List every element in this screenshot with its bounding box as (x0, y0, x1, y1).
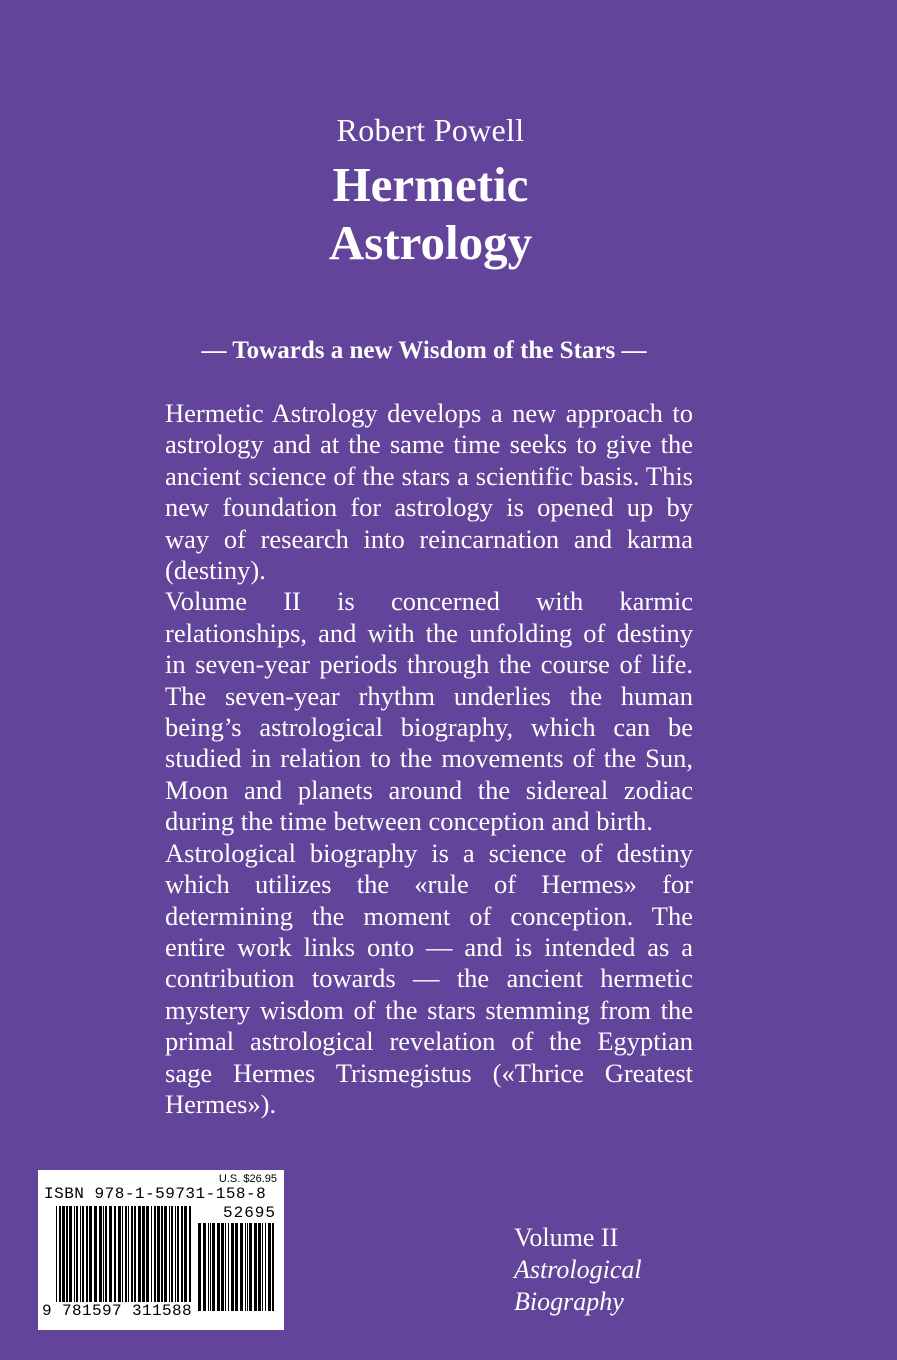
barcode-bar (198, 1223, 201, 1311)
book-subtitle: — Towards a new Wisdom of the Stars — (201, 337, 647, 364)
barcode-bar (94, 1206, 97, 1302)
barcode-bar (203, 1223, 206, 1311)
price-label: U.S. $26.95 (218, 1173, 277, 1185)
barcode-bar (181, 1206, 183, 1302)
barcode-bar (169, 1206, 170, 1302)
barcode-bar (231, 1223, 234, 1311)
barcode-bar (134, 1206, 136, 1302)
volume-subtitle-line-2: Biography (514, 1287, 624, 1316)
barcode-bar (210, 1223, 211, 1311)
barcode-bar (268, 1223, 271, 1311)
barcode-bar (175, 1206, 176, 1302)
barcode-bar (114, 1206, 116, 1302)
barcode-bar (80, 1206, 81, 1302)
barcode-bar (142, 1206, 145, 1302)
barcode-bar (118, 1206, 121, 1302)
barcode-bar (254, 1223, 257, 1311)
barcode-bar (189, 1206, 191, 1302)
blurb-paragraph: Astrological biography is a science of destiny which utilizes the «rule of Hermes» for determining the moment of conception. The entire work links onto — and is intended as a contribution towards — the ancient hermetic mystery wisdom of the stars stemming from the primal astrological revelation of the Egyptian sage Hermes Trismegistus («Thrice Greatest Hermes»). (165, 837, 693, 1119)
barcode-bar (146, 1206, 149, 1302)
barcode-bar (131, 1206, 133, 1302)
barcode-bar (99, 1206, 102, 1302)
barcode-bar (212, 1223, 215, 1311)
barcode-panel (38, 1170, 284, 1330)
barcode-bar (69, 1206, 72, 1302)
book-title (0, 156, 861, 272)
barcode-bar (157, 1206, 160, 1302)
ean-digits: 9 781597 311588 (42, 1302, 193, 1320)
title-line-1: Hermetic (332, 157, 529, 212)
barcode-bar (89, 1206, 92, 1302)
barcode-bar (245, 1223, 246, 1311)
barcode-bar (59, 1206, 61, 1302)
barcode-bar (125, 1206, 127, 1302)
barcode-bar (103, 1206, 104, 1302)
barcode-bar (109, 1206, 112, 1302)
barcode-bar (161, 1206, 163, 1302)
barcode-bar (154, 1206, 156, 1302)
addon-code: 52695 (222, 1204, 276, 1222)
barcode-bar (249, 1223, 252, 1311)
barcode-bar (225, 1223, 226, 1311)
ean-barcode (56, 1206, 191, 1302)
barcode-bar (272, 1223, 274, 1311)
barcode-bar (56, 1206, 57, 1302)
barcode-bar (265, 1223, 266, 1311)
barcode-bar (122, 1206, 123, 1302)
barcode-bar (138, 1206, 141, 1302)
barcode-bar (177, 1206, 179, 1302)
barcode-bar (105, 1206, 107, 1302)
barcode-bar (128, 1206, 129, 1302)
barcode-bar (235, 1223, 238, 1311)
volume-subtitle-line-1: Astrological (514, 1255, 642, 1284)
barcode-bar (228, 1223, 229, 1311)
barcode-bar (74, 1206, 75, 1302)
volume-info (514, 1222, 642, 1318)
barcode-bar (62, 1206, 65, 1302)
barcode-bar (240, 1223, 243, 1311)
barcode-bar (221, 1223, 224, 1311)
blurb-paragraph: Hermetic Astrology develops a new approach to astrology and at the same time seeks to give the ancient science of the stars a scientific basis. This new foundation for astrology is opened up by way of research into reincarnation and karma (destiny). (165, 398, 693, 586)
barcode-bar (86, 1206, 88, 1302)
blurb-paragraph: Volume II is concerned with karmic relationships, and with the unfolding of destiny in seven-year periods through the course of life. The seven-year rhythm underlies the human being’s astrological biography, which can be studied in relation to the movements of the Sun, Moon and planets around the sidereal zodiac during the time between conception and birth. (165, 586, 693, 837)
barcode-bar (208, 1223, 209, 1311)
barcode-bar (151, 1206, 152, 1302)
blurb-text (165, 398, 693, 1120)
author-name: Robert Powell (336, 112, 525, 148)
barcode-bar (82, 1206, 84, 1302)
barcode-bar (164, 1206, 167, 1302)
barcode-bar (76, 1206, 78, 1302)
barcode-bar (262, 1223, 263, 1311)
isbn-text: ISBN 978-1-59731-158-8 (44, 1185, 267, 1203)
volume-label: Volume II (514, 1223, 619, 1252)
barcode-bar (184, 1206, 187, 1302)
barcode-bar (66, 1206, 68, 1302)
barcode-bar (217, 1223, 220, 1311)
barcode-bar (247, 1223, 248, 1311)
addon-barcode (198, 1223, 274, 1311)
title-line-2: Astrology (328, 215, 533, 270)
barcode-bar (171, 1206, 173, 1302)
barcode-bar (258, 1223, 261, 1311)
